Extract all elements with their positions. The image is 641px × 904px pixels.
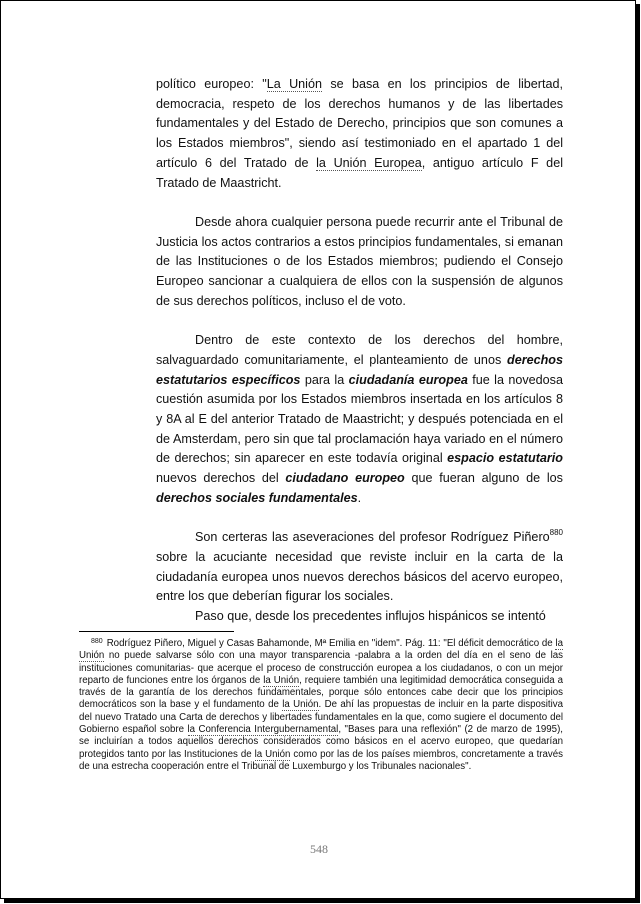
footnote-reference[interactable]: 880: [549, 528, 563, 538]
text-span: , "Bases para una reflexión" (2 de marzo de 1995), se incluirían a todos aquellos derechos considerados como básicos en el acervo europeo, que quedarían protegidos tanto por las Instituciones de: [79, 724, 563, 760]
page-number: 548: [310, 842, 328, 856]
text-span: fue la novedosa cuestión asumida por los Estados miembros insertada en los artículos 8 y 8A al E del anterior Tratado de Maastricht; y después potenciada en el de Amsterdam, pero sin que tal proclamación haya variado en el número de derechos; sin aparecer en este todavía original: [156, 372, 563, 466]
text-span: se basa en los principios de libertad, democracia, respeto de los derechos humanos y de las libertades fundamentales y del Estado de Derecho, principios que son comunes a los Estados miembros", siendo así testimoniado en el apartado 1 del artículo 6 del Tratado de: [156, 77, 563, 170]
paragraph-5: Paso que, desde los precedentes influjos hispánicos se intentó: [195, 608, 546, 623]
text-span: nuevos derechos del: [156, 471, 286, 486]
text-span: Son certeras las aseveraciones del profesor Rodríguez Piñero: [195, 530, 550, 545]
text-span: sobre la acuciante necesidad que reviste incluir en la carta de la ciudadanía europea unos nuevos derechos básicos del acervo europeo, entre los que deberían figurar los sociales.: [156, 549, 563, 604]
text-span: , antiguo artículo F del Tratado de Maastricht.: [156, 155, 563, 190]
text-span: .: [357, 490, 362, 505]
emphasis-term: derechos sociales fundamentales: [156, 490, 358, 505]
paragraph-1: [156, 75, 563, 193]
underlined-term: la Unión: [254, 748, 291, 760]
underlined-term: la Conferencia Intergubernamental: [187, 724, 339, 736]
text-span: . De ahí las propuestas de incluir en la parte dispositiva del nuevo Tratado una Carta de derechos y libertades fundamentales en la que, como sugiere el documento del Gobierno español sobre: [79, 699, 563, 736]
main-text: [156, 75, 563, 627]
paragraph-3: [156, 331, 563, 508]
text-span: político europeo: ": [156, 77, 267, 91]
emphasis-term: derechos estatutarios específicos: [156, 352, 563, 387]
underlined-term: La Unión: [266, 77, 322, 91]
underlined-term: la Unión: [79, 638, 563, 662]
paragraph-2: Desde ahora cualquier persona puede recurrir ante el Tribunal de Justicia los actos contrarios a estos principios fundamentales, si emanan de las Instituciones o de los Estados miembros; pudiendo el Consejo Europeo sancionar a cualquiera de ellos con la suspensión de algunos de sus derechos políticos, incluso el de voto.: [156, 214, 563, 308]
text-span: como por las de los países miembros, concretamente a través de una estrecha cooperación entre el Tribunal de Luxemburgo y los Tribunales nacionales".: [79, 748, 563, 772]
footnote-separator: [79, 631, 234, 632]
text-span: Dentro de este contexto de los derechos del hombre, salvaguardado comunitariamente, el planteamiento de unos: [156, 333, 563, 367]
footnote-number: 880: [91, 638, 103, 645]
emphasis-term: ciudadanía europea: [348, 372, 468, 387]
text-span: , requiere también una legitimidad democrática conseguida a través de la garantía de los derechos fundamentales, porque sólo entonces cabe decir que los principios democráticos son la base y el fundamento de: [79, 674, 564, 711]
emphasis-term: espacio estatutario: [447, 451, 563, 466]
underlined-term: la Unión: [282, 699, 319, 711]
emphasis-term: ciudadano europeo: [285, 471, 405, 486]
text-span: que fueran alguno de los: [404, 471, 563, 486]
text-span: para la: [300, 372, 349, 387]
text-span: Rodríguez Piñero, Miguel y Casas Bahamonde, Mª Emilia en "idem". Pág. 11: "El déficit democrático de: [106, 638, 556, 649]
paragraph-4: [156, 528, 563, 607]
underlined-term: la Unión: [263, 674, 300, 686]
footnote-880: [79, 636, 563, 773]
text-span: no puede salvarse sólo con una mayor transparencia -palabra a la orden del día en el seno de las instituciones comunitarias- que acerque el proceso de construcción europea a los ciudadanos, o con un mejor reparto de funciones entre los órganos de: [79, 650, 563, 686]
underlined-term: la Unión Europea: [316, 155, 422, 170]
